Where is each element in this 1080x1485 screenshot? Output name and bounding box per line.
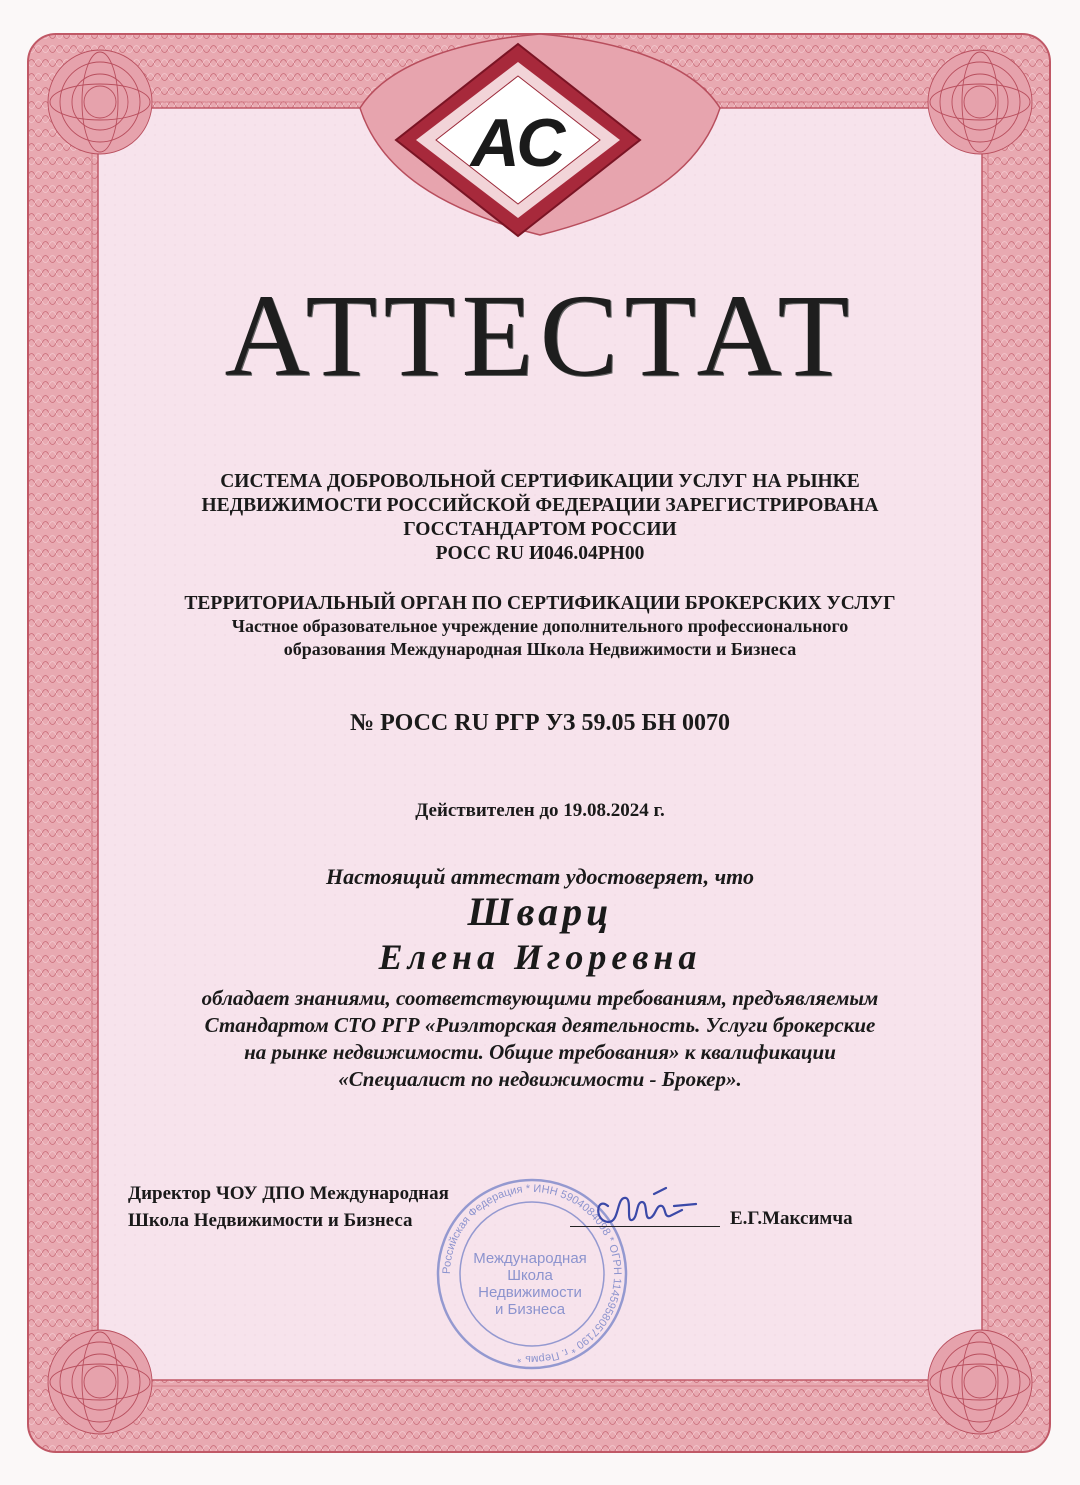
- stamp-text-line-2: Школа: [507, 1267, 553, 1284]
- valid-until: Действителен до 19.08.2024 г.: [415, 800, 665, 821]
- certificate-number: № РОСС RU РГР УЗ 59.05 БН 0070: [349, 710, 730, 736]
- qualification-description: [0, 985, 1080, 1093]
- corner-rosette-bottom-left: [48, 1330, 152, 1434]
- organization-line-1: Частное образовательное учреждение дополнительного профессионального: [231, 616, 849, 636]
- director-line-2: Школа Недвижимости и Бизнеса: [128, 1210, 413, 1231]
- system-line-1: СИСТЕМА ДОБРОВОЛЬНОЙ СЕРТИФИКАЦИИ УСЛУГ НА РЫНКЕ: [220, 471, 860, 492]
- certifies-intro: Настоящий аттестат удостоверяет, что: [325, 864, 754, 889]
- corner-rosette-top-right: [928, 50, 1032, 154]
- description-line-1: обладает знаниями, соответствующими требованиям, предъявляемым: [201, 986, 879, 1010]
- territorial-body-title: ТЕРРИТОРИАЛЬНЫЙ ОРГАН ПО СЕРТИФИКАЦИИ БРОКЕРСКИХ УСЛУГ: [184, 593, 896, 614]
- holder-surname: Шварц: [467, 889, 613, 934]
- system-registration-number: РОСС RU И046.04РН00: [435, 543, 645, 564]
- corner-rosette-bottom-right: [928, 1330, 1032, 1434]
- territorial-body-block: [0, 592, 1080, 661]
- holder-given-names: Елена Игоревна: [378, 937, 702, 977]
- certificate-title: АТТЕСТАТ: [224, 270, 856, 401]
- stamp-text-line-4: и Бизнеса: [494, 1301, 566, 1318]
- system-line-3: ГОССТАНДАРТОМ РОССИИ: [403, 519, 677, 540]
- signature-line: [570, 1226, 720, 1227]
- description-line-3: на рынке недвижимости. Общие требования» к квалификации: [244, 1040, 836, 1064]
- director-name: Е.Г.Максимча: [730, 1208, 853, 1229]
- director-line-1: Директор ЧОУ ДПО Международная: [128, 1183, 449, 1204]
- corner-rosette-top-left: [48, 50, 152, 154]
- stamp-text-line-3: Недвижимости: [478, 1284, 582, 1301]
- stamp-text-line-1: Международная: [473, 1250, 587, 1267]
- stamp-ring-text: Российская Федерация * ИНН 5904084098 * ОГРН 1145958057190 * г. Пермь *: [440, 1182, 624, 1366]
- description-line-2: Стандартом СТО РГР «Риэлторская деятельность. Услуги брокерские: [204, 1013, 876, 1037]
- certification-system-block: [0, 470, 1080, 566]
- system-line-2: НЕДВИЖИМОСТИ РОССИЙСКОЙ ФЕДЕРАЦИИ ЗАРЕГИСТРИРОВАНА: [201, 495, 879, 516]
- description-line-4: «Специалист по недвижимости - Брокер».: [338, 1067, 742, 1091]
- stamp-center-text: [455, 1250, 605, 1318]
- director-signature: [586, 1176, 706, 1246]
- organization-line-2: образования Международная Школа Недвижимости и Бизнеса: [283, 639, 797, 659]
- director-title: [128, 1180, 449, 1234]
- logo-letters: АС: [470, 105, 566, 181]
